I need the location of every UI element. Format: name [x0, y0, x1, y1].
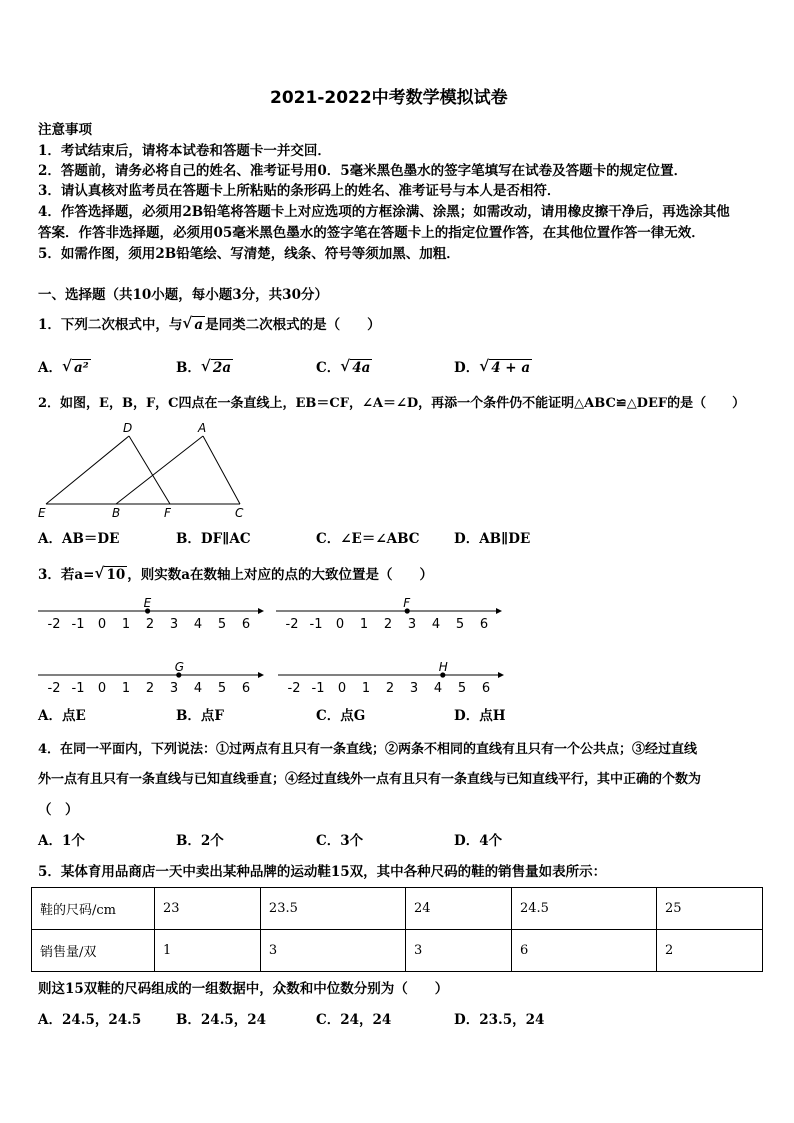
q3-option-c[interactable]: C．点G: [316, 708, 366, 724]
tick-label: 6: [479, 617, 489, 632]
point-label: G: [174, 660, 185, 674]
q3-option-d[interactable]: D．点H: [454, 708, 506, 724]
q5-stem: 5．某体育用品商店一天中卖出某种品牌的运动鞋15双，其中各种尺码的鞋的销售量如表所示：: [38, 864, 607, 880]
option-radicand: 4a: [352, 360, 371, 376]
number-line-h: [276, 660, 506, 698]
segment-df: [129, 436, 170, 504]
tick-label: -2: [47, 617, 61, 632]
section-heading: 一、选择题（共10小题，每小题3分，共30分）: [38, 287, 328, 303]
q4-stem-line: （ ）: [38, 802, 79, 818]
tick-label: 3: [409, 681, 419, 696]
table-cell: 3: [260, 930, 405, 972]
label-f: F: [164, 506, 171, 520]
sqrt-10-radicand: 10: [106, 567, 126, 583]
q3-option-b[interactable]: B．点F: [176, 708, 224, 724]
number-line-f: [274, 596, 504, 634]
q3-option-a[interactable]: A．点E: [38, 708, 86, 724]
axis-arrow: [498, 672, 504, 678]
tick-label: 0: [335, 617, 345, 632]
table-cell: 23: [155, 888, 261, 930]
label-d: D: [123, 421, 133, 435]
option-label: B．: [176, 360, 201, 376]
axis-arrow: [258, 608, 264, 614]
tick-label: -2: [47, 681, 61, 696]
table-cell: 鞋的尺码/cm: [32, 888, 155, 930]
q2-option-a[interactable]: A．AB＝DE: [38, 531, 120, 547]
tick-label: 6: [481, 681, 491, 696]
tick-label: -1: [71, 681, 85, 696]
tick-label: 2: [385, 681, 395, 696]
tick-label: -1: [311, 681, 325, 696]
tick-label: -1: [71, 617, 85, 632]
notice-line: 答案．作答非选择题，必须用05毫米黑色墨水的签字笔在答题卡上的指定位置作答，在其他位置作答一律无效．: [38, 225, 705, 241]
page-title: 2021-2022中考数学模拟试卷: [270, 88, 508, 108]
q5-option-d[interactable]: D．23.5，24: [454, 1012, 545, 1028]
sales-table: [31, 887, 763, 972]
tick-label: 2: [145, 681, 155, 696]
point-label: H: [438, 660, 448, 674]
q4-option-c[interactable]: C．3个: [316, 833, 364, 849]
q4-option-b[interactable]: B．2个: [176, 833, 224, 849]
table-row: [32, 930, 763, 972]
axis-arrow: [496, 608, 502, 614]
tick-label: 1: [361, 681, 371, 696]
point-label: E: [143, 596, 152, 610]
tick-label: 2: [145, 617, 155, 632]
tick-label: 3: [169, 617, 179, 632]
notice-line: 3．请认真核对监考员在答题卡上所粘贴的条形码上的姓名、准考证号与本人是否相符．: [38, 183, 561, 199]
q1-stem-pre: 1．下列二次根式中，与: [38, 317, 183, 333]
tick-label: 3: [407, 617, 417, 632]
triangle-figure: [30, 418, 250, 522]
point-label: F: [403, 596, 411, 610]
tick-label: 0: [337, 681, 347, 696]
q1-option-b[interactable]: B． √ 2a: [176, 357, 232, 376]
tick-label: 6: [241, 681, 251, 696]
table-cell: 销售量/双: [32, 930, 155, 972]
notice-line: 4．作答选择题，必须用2B铅笔将答题卡上对应选项的方框涂满、涂黑；如需改动，请用橡皮擦干净后，再选涂其他: [38, 204, 730, 220]
q2-stem: 2．如图，E，B，F，C四点在一条直线上，EB＝CF，∠A＝∠D，再添一个条件仍不能证明△ABC≌△DEF的是（ ）: [38, 396, 746, 411]
table-cell: 2: [657, 930, 763, 972]
tick-label: 5: [455, 617, 465, 632]
q5-question: 则这15双鞋的尺码组成的一组数据中，众数和中位数分别为（ ）: [38, 981, 449, 997]
option-radicand: 4 + a: [491, 360, 531, 376]
tick-label: 4: [433, 681, 443, 696]
segment-ed: [46, 436, 129, 504]
tick-label: 4: [193, 681, 203, 696]
tick-label: 3: [169, 681, 179, 696]
label-c: C: [235, 506, 244, 520]
option-radicand: a²: [73, 360, 89, 376]
number-line-g: [36, 660, 266, 698]
tick-label: 5: [217, 681, 227, 696]
option-label: C．: [316, 360, 341, 376]
q1-option-d[interactable]: D． √ 4 + a: [454, 357, 531, 376]
table-cell: 6: [511, 930, 656, 972]
number-line-e: [36, 596, 266, 634]
q1-stem-post: 是同类二次根式的是（ ）: [205, 317, 381, 333]
label-b: B: [112, 506, 121, 520]
tick-label: 0: [97, 681, 107, 696]
tick-label: 5: [217, 617, 227, 632]
tick-label: 1: [121, 681, 131, 696]
tick-label: 0: [97, 617, 107, 632]
notice-line: 2．答题前，请务必将自己的姓名、准考证号用0．5毫米黑色墨水的签字笔填写在试卷及答题卡的规定位置．: [38, 163, 688, 179]
segment-ac: [203, 436, 240, 504]
option-label: D．: [454, 360, 480, 376]
notice-line: 1．考试结束后，请将本试卷和答题卡一并交回．: [38, 143, 331, 159]
q1-option-a[interactable]: A． √ a²: [38, 357, 89, 376]
tick-label: 2: [383, 617, 393, 632]
q2-option-b[interactable]: B．DF∥AC: [176, 531, 251, 547]
notice-heading: 注意事项: [38, 122, 92, 138]
q4-option-a[interactable]: A．1个: [38, 833, 85, 849]
q2-option-d[interactable]: D．AB∥DE: [454, 531, 531, 547]
q3-stem-post: ，则实数a在数轴上对应的点的大致位置是（ ）: [127, 567, 433, 583]
q5-option-a[interactable]: A．24.5，24.5: [38, 1012, 142, 1028]
tick-label: 1: [121, 617, 131, 632]
q3-stem-pre: 3．若a=: [38, 567, 95, 583]
tick-label: -2: [285, 617, 299, 632]
q4-option-d[interactable]: D．4个: [454, 833, 503, 849]
q4-stem-line: 外一点有且只有一条直线与已知直线垂直；④经过直线外一点有且只有一条直线与已知直线平行，其中正确的个数为: [38, 772, 702, 787]
option-label: A．: [38, 360, 62, 376]
table-row: [32, 888, 763, 930]
tick-label: -1: [309, 617, 323, 632]
segment-ba: [116, 436, 203, 504]
option-radicand: 2a: [212, 360, 232, 376]
q1-stem: [38, 316, 381, 334]
q2-option-c[interactable]: C．∠E＝∠ABC: [316, 531, 420, 547]
q3-stem: [38, 566, 433, 584]
table-cell: 3: [406, 930, 512, 972]
sqrt-10: √ 10: [94, 564, 126, 583]
q5-option-b[interactable]: B．24.5，24: [176, 1012, 267, 1028]
q1-option-c[interactable]: C． √ 4a: [316, 357, 371, 376]
tick-label: 5: [457, 681, 467, 696]
sqrt-a: √ a: [182, 314, 204, 333]
table-cell: 25: [657, 888, 763, 930]
table-cell: 23.5: [260, 888, 405, 930]
tick-label: 4: [431, 617, 441, 632]
label-a: A: [198, 421, 207, 435]
tick-label: 4: [193, 617, 203, 632]
sqrt-a-radicand: a: [194, 317, 204, 333]
tick-label: 6: [241, 617, 251, 632]
tick-label: 1: [359, 617, 369, 632]
tick-label: -2: [287, 681, 301, 696]
table-cell: 24: [406, 888, 512, 930]
q5-option-c[interactable]: C．24，24: [316, 1012, 392, 1028]
axis-arrow: [258, 672, 264, 678]
q4-stem-line: 4．在同一平面内，下列说法：①过两点有且只有一条直线；②两条不相同的直线有且只有一个公共点；③经过直线: [38, 742, 698, 757]
table-cell: 24.5: [511, 888, 656, 930]
table-cell: 1: [155, 930, 261, 972]
notice-line: 5．如需作图，须用2B铅笔绘、写清楚，线条、符号等须加黑、加粗．: [38, 246, 460, 262]
label-e: E: [38, 506, 46, 520]
